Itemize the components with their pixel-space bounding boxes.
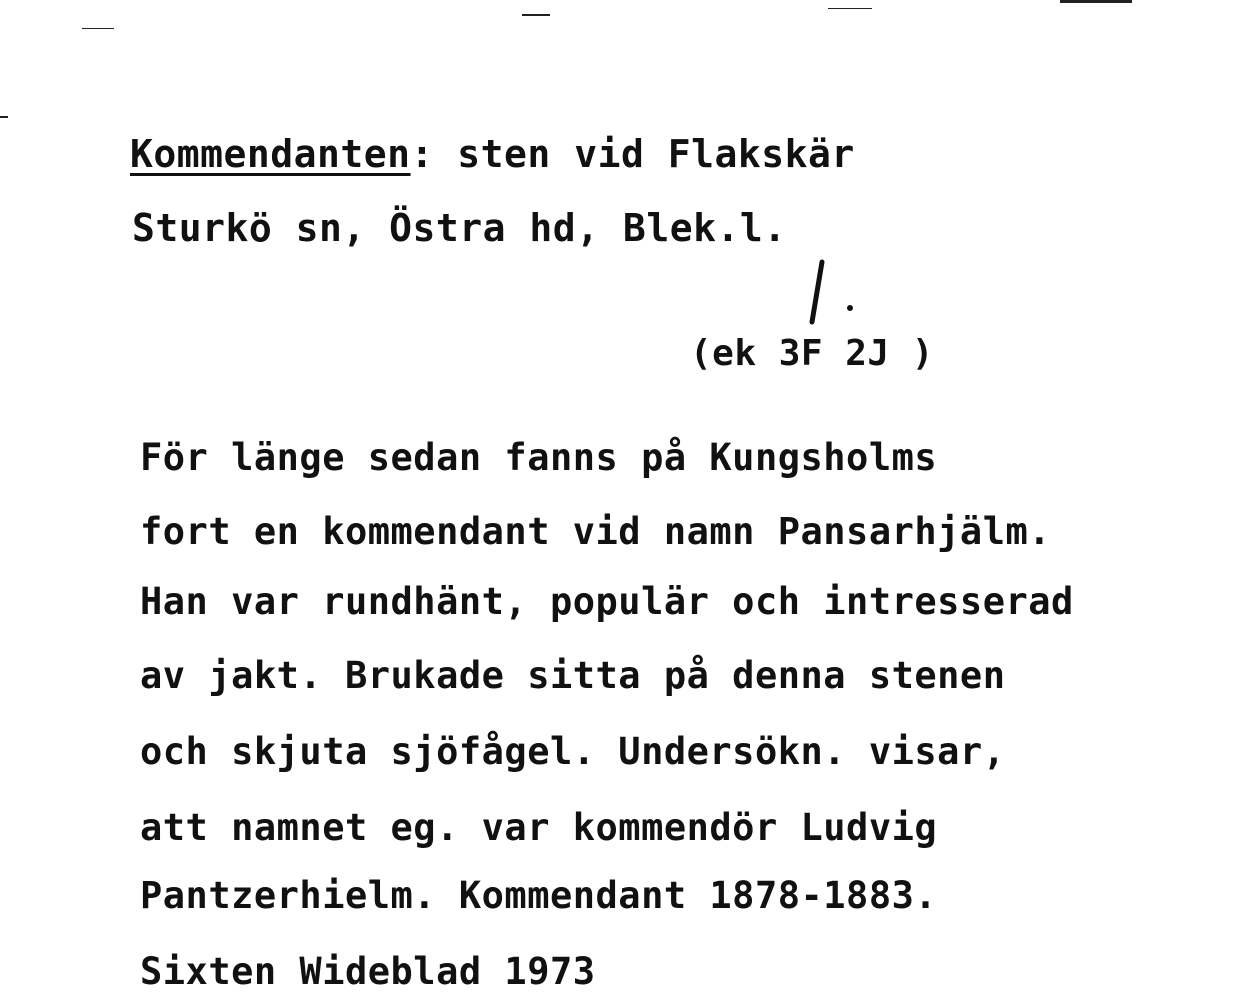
body-line: För länge sedan fanns på Kungsholms bbox=[140, 436, 938, 479]
handwritten-mark bbox=[800, 256, 860, 336]
body-line: att namnet eg. var kommendör Ludvig bbox=[140, 806, 938, 849]
scan-artifact bbox=[82, 28, 114, 29]
heading-label: Kommendanten bbox=[130, 132, 411, 176]
body-line: fort en kommendant vid namn Pansarhjälm. bbox=[140, 510, 1052, 553]
map-reference: (ek 3F 2J ) bbox=[690, 333, 934, 374]
card-heading bbox=[130, 132, 855, 176]
scan-artifact bbox=[828, 8, 872, 9]
heading-rest: : sten vid Flakskär bbox=[410, 132, 855, 176]
scan-artifact bbox=[522, 14, 550, 16]
body-line: Han var rundhänt, populär och intresserad bbox=[140, 580, 1074, 623]
body-line: av jakt. Brukade sitta på denna stenen bbox=[140, 654, 1006, 697]
location-line: Sturkö sn, Östra hd, Blek.l. bbox=[132, 206, 787, 250]
scan-artifact bbox=[0, 116, 8, 118]
scan-artifact bbox=[1060, 0, 1132, 3]
body-line: Pantzerhielm. Kommendant 1878-1883. bbox=[140, 874, 938, 917]
body-line: och skjuta sjöfågel. Undersökn. visar, bbox=[140, 730, 1006, 773]
signature-line: Sixten Wideblad 1973 bbox=[140, 950, 596, 993]
